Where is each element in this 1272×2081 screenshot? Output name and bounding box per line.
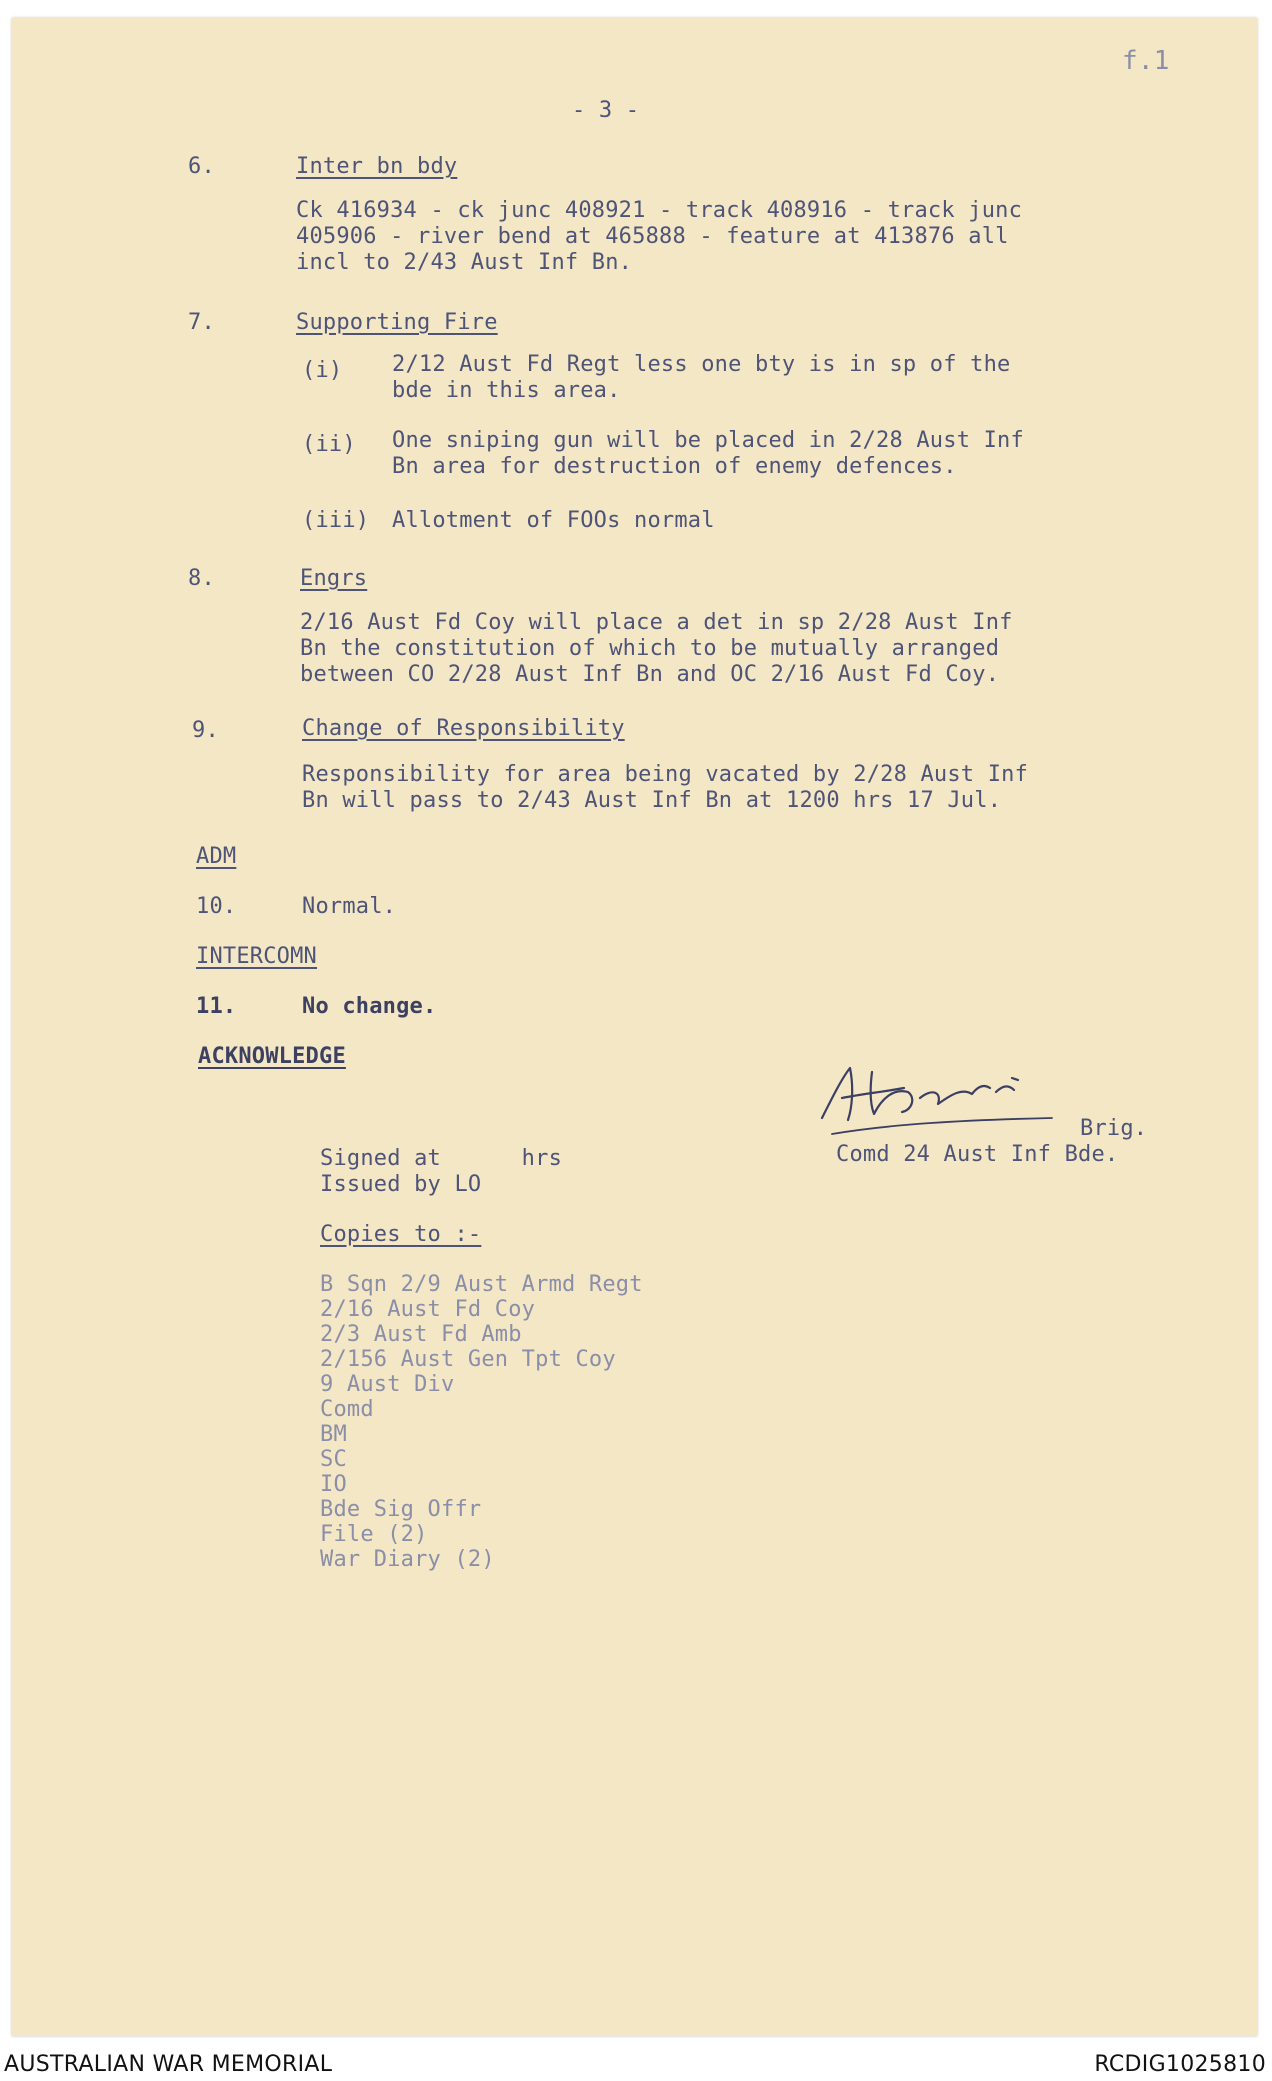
copies-item: 2/3 Aust Fd Amb [320, 1322, 522, 1347]
section-6-line-1: Ck 416934 - ck junc 408921 - track 408916 - track junc [296, 198, 1023, 223]
issued-by-line: Issued by LO [320, 1172, 482, 1197]
signature-title: Comd 24 Aust Inf Bde. [836, 1142, 1119, 1167]
section-11-text: No change. [302, 994, 437, 1019]
handwritten-signature [812, 1058, 1072, 1138]
section-7-item-2-label: (ii) [302, 432, 356, 457]
section-6-number: 6. [188, 154, 215, 179]
section-10-number: 10. [196, 894, 237, 919]
section-9-line-1: Responsibility for area being vacated by 2/28 Aust Inf [302, 762, 1029, 787]
copies-heading: Copies to :- [320, 1222, 482, 1247]
section-11-number: 11. [196, 994, 237, 1019]
section-8-line-3: between CO 2/28 Aust Inf Bn and OC 2/16 Aust Fd Coy. [300, 662, 1000, 687]
section-8-number: 8. [188, 566, 215, 591]
section-8-title: Engrs [300, 566, 368, 591]
section-7-item-1-line-1: 2/12 Aust Fd Regt less one bty is in sp of the [392, 352, 1011, 377]
section-7-item-3-label: (iii) [302, 508, 370, 533]
corner-mark: f.1 [1122, 46, 1170, 76]
section-6-line-3: incl to 2/43 Aust Inf Bn. [296, 250, 633, 275]
section-9-line-2: Bn will pass to 2/43 Aust Inf Bn at 1200 hrs 17 Jul. [302, 788, 1002, 813]
document-page [12, 18, 1257, 2036]
section-9-title: Change of Responsibility [302, 716, 625, 741]
copies-item: 2/156 Aust Gen Tpt Coy [320, 1347, 616, 1372]
section-6-title: Inter bn bdy [296, 154, 458, 179]
section-7-item-1-label: (i) [302, 358, 343, 383]
section-7-item-1-line-2: bde in this area. [392, 378, 621, 403]
section-7-title: Supporting Fire [296, 310, 498, 335]
signed-at-line: Signed at hrs [320, 1146, 563, 1171]
section-8-line-1: 2/16 Aust Fd Coy will place a det in sp 2/28 Aust Inf [300, 610, 1013, 635]
section-10-text: Normal. [302, 894, 397, 919]
section-9-number: 9. [192, 718, 219, 743]
section-7-item-3-line-1: Allotment of FOOs normal [392, 508, 715, 533]
copies-item: BM [320, 1422, 347, 1447]
copies-item: SC [320, 1447, 347, 1472]
acknowledge-heading: ACKNOWLEDGE [198, 1044, 346, 1069]
copies-item: B Sqn 2/9 Aust Armd Regt [320, 1272, 643, 1297]
section-7-item-2-line-2: Bn area for destruction of enemy defences. [392, 454, 957, 479]
adm-heading: ADM [196, 844, 237, 869]
section-7-item-2-line-1: One sniping gun will be placed in 2/28 Aust Inf [392, 428, 1024, 453]
copies-item: Bde Sig Offr [320, 1497, 482, 1522]
copies-item: 9 Aust Div [320, 1372, 455, 1397]
section-7-number: 7. [188, 310, 215, 335]
copies-item: War Diary (2) [320, 1547, 495, 1572]
section-8-line-2: Bn the constitution of which to be mutually arranged [300, 636, 1000, 661]
signature-rank: Brig. [1080, 1116, 1148, 1141]
footer-source-label: AUSTRALIAN WAR MEMORIAL [4, 2052, 333, 2077]
copies-item: File (2) [320, 1522, 428, 1547]
copies-item: 2/16 Aust Fd Coy [320, 1297, 536, 1322]
page-number: - 3 - [572, 98, 640, 123]
copies-item: IO [320, 1472, 347, 1497]
copies-item: Comd [320, 1397, 374, 1422]
section-6-line-2: 405906 - river bend at 465888 - feature at 413876 all [296, 224, 1009, 249]
intercomn-heading: INTERCOMN [196, 944, 318, 969]
footer-reference-id: RCDIG1025810 [1094, 2052, 1266, 2077]
